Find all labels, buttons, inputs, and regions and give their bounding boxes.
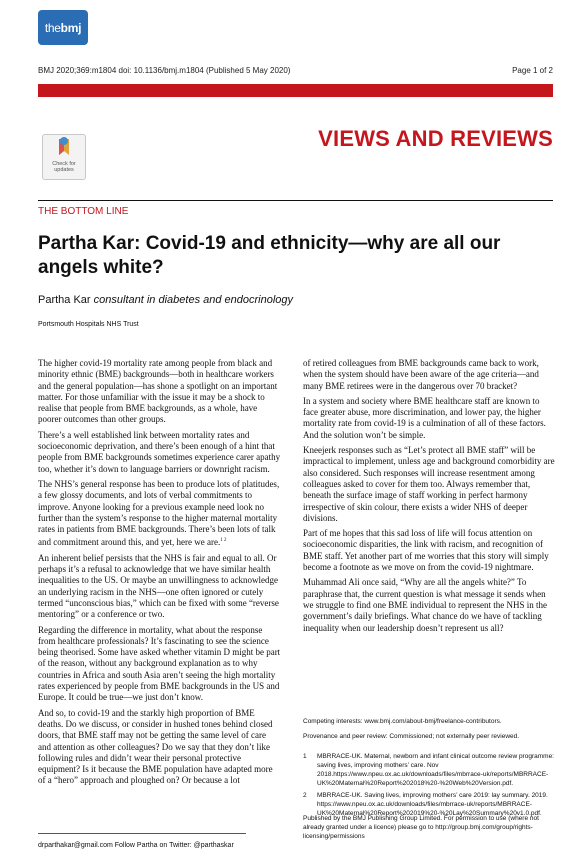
reference-number: 2	[303, 792, 307, 799]
paragraph: The higher covid-19 mortality rate among people from black and minority ethnic (BME) backgrounds—both in healthcare workers and the general population—has shone a spotlight on an important matter. For those unfamiliar with the issue it may be a shock to realise that people from BME backgrounds, as a whole, have poorer outcomes than other groups.	[38, 358, 278, 425]
reference-list	[303, 752, 556, 821]
author-contact[interactable]: drparthakar@gmail.com Follow Partha on Twitter: @parthaskar	[38, 842, 234, 849]
left-column	[38, 358, 281, 791]
paragraph: of retired colleagues from BME backgrounds came back to work, when the system should have been aware of the age criteria—and many BME retirees were in the dangerous over 70 bracket?	[303, 358, 539, 391]
kicker: THE BOTTOM LINE	[38, 206, 129, 217]
right-column	[303, 358, 556, 638]
crossmark-label-1: Check for	[52, 161, 76, 167]
paragraph: In a system and society where BME healthcare staff are known to face greater abuse, more discrimination, and lower pay, the higher mortality rate from covid-19 is a culmination of all of these factors. And the solution won’t be simple.	[303, 395, 546, 440]
section-heading: VIEWS AND REVIEWS	[318, 126, 553, 151]
paragraph: Muhammad Ali once said, “Why are all the angels white?” To paraphrase that, the current question is what message it sends when we struggle to find one BME individual to represent the NHS in the government’s daily briefings. What chance do we have of tackling inequality when our leadership doesn’t represent us all?	[303, 577, 547, 633]
logo-prefix: the	[44, 20, 61, 35]
competing-interests: Competing interests: www.bmj.com/about-bmj/freelance-contributors.	[303, 718, 502, 725]
bmj-logo[interactable]	[38, 10, 88, 45]
reference-superscript[interactable]: 1 2	[220, 538, 227, 544]
article-title: Partha Kar: Covid-19 and ethnicity—why are all our angels white?	[38, 233, 501, 278]
crossmark-icon	[43, 135, 85, 161]
paragraph-text: The NHS’s general response has been to produce lots of platitudes, a few glossy documents, and lots of verbal commitments to improve. Anyone looking for a previous example need look no further than the system’s response to the higher maternal mortality rates in patients from BME backgrounds. There’s been lots of talk and commitment around this, and yet, here we are.	[38, 478, 280, 548]
section-rule	[38, 200, 553, 201]
author-name: Partha Kar	[38, 294, 91, 306]
check-for-updates-badge[interactable]	[42, 134, 86, 180]
publisher-note: Published by the BMJ Publishing Group Limited. For permission to use (where not already granted under a licence) please go to http://group.bmj.com/group/rights-licensing/permissions	[303, 815, 539, 840]
paragraph: An inherent belief persists that the NHS is fair and equal to all. Or perhaps it’s a refusal to acknowledge that we have similar health inequalities to the US. Or maybe an unwillingness to acknowledge an underlying racism in the NHS—one often ignored or cutely termed “unconscious bias,” which can be fixed with some “reverse mentoring” or a conference or two.	[38, 552, 279, 620]
provenance: Provenance and peer review: Commissioned; not externally peer reviewed.	[303, 733, 520, 740]
citation: BMJ 2020;369:m1804 doi: 10.1136/bmj.m1804 (Published 5 May 2020)	[38, 66, 291, 75]
header-red-bar	[38, 84, 553, 97]
author-role: consultant in diabetes and endocrinology	[93, 294, 294, 306]
paragraph: Regarding the difference in mortality, what about the response from healthcare professionals? It’s fascinating to see the science being theorised. Some have asked whether vitamin D might be part of the reason, without any background explanation as to why countries in Africa and south Asia aren’t seeing the high mortality rates experienced by people from BME backgrounds in the US and Europe. It could be true—we just don’t know.	[38, 624, 281, 703]
paragraph: Part of me hopes that this sad loss of life will focus attention on socioeconomic disparities, the link with racism, and recognition of BME staff. Yet another part of me worries that this story will simply become a footnote as we move on from the covid-19 nightmare.	[303, 528, 549, 573]
page-number: Page 1 of 2	[512, 66, 553, 75]
reference-number: 1	[303, 753, 307, 760]
crossmark-label-2: updates	[54, 167, 74, 173]
paragraph: Kneejerk responses such as “Let’s protect all BME staff” will be impractical to implement, unless age and background comorbidity are also considered. Such responses will increase resentment among colleagues asked to cover for them too. Always remember that, beneath the surface image of staff working in perfect harmony irrespective of skin colour, there exists a wider NHS of deeper divisions.	[303, 445, 555, 523]
author-line	[38, 294, 293, 306]
footer-rule	[38, 833, 246, 834]
reference-text[interactable]: MBRRACE-UK. Maternal, newborn and infant clinical outcome review programme: saving lives, improving mothers’ care. Nov 2018.https://www.npeu.ox.ac.uk/downloads/files/mbrrace-uk/reports/MBRRACE-UK%20Maternal%20Report%202018%20-%20Web%20Version.pdf.	[317, 753, 554, 787]
paragraph: There’s a well established link between mortality rates and socioeconomic deprivation, and there’s been enough of a hint that people from BME backgrounds sometimes experience carer apathy too, whether it’s down to language barriers or downright racism.	[38, 429, 281, 474]
affiliation: Portsmouth Hospitals NHS Trust	[38, 321, 139, 328]
paragraph	[38, 479, 281, 549]
logo-brand: bmj	[60, 20, 82, 35]
reference-text[interactable]: MBRRACE-UK. Saving lives, improving mothers’ care 2019: lay summary. 2019. https://www.npeu.ox.ac.uk/downloads/files/mbrrace-uk/reports/MBRRACE-UK%20Maternal%20Report%202019%20-%20Lay%20Summary%20v1.0.pdf.	[317, 792, 548, 817]
reference-item	[303, 752, 556, 788]
paragraph: And so, to covid-19 and the starkly high proportion of BME deaths. Do we discuss, or consider in hushed tones behind closed doors, that BME staff may not be getting the same level of care and attention as other colleagues? Do we say that they don’t like following rules and didn’t wear their personal protective equipment? Is it because the BME population have adapted more of a “hero” approach and ploughed on? Or because a lot	[38, 707, 273, 786]
